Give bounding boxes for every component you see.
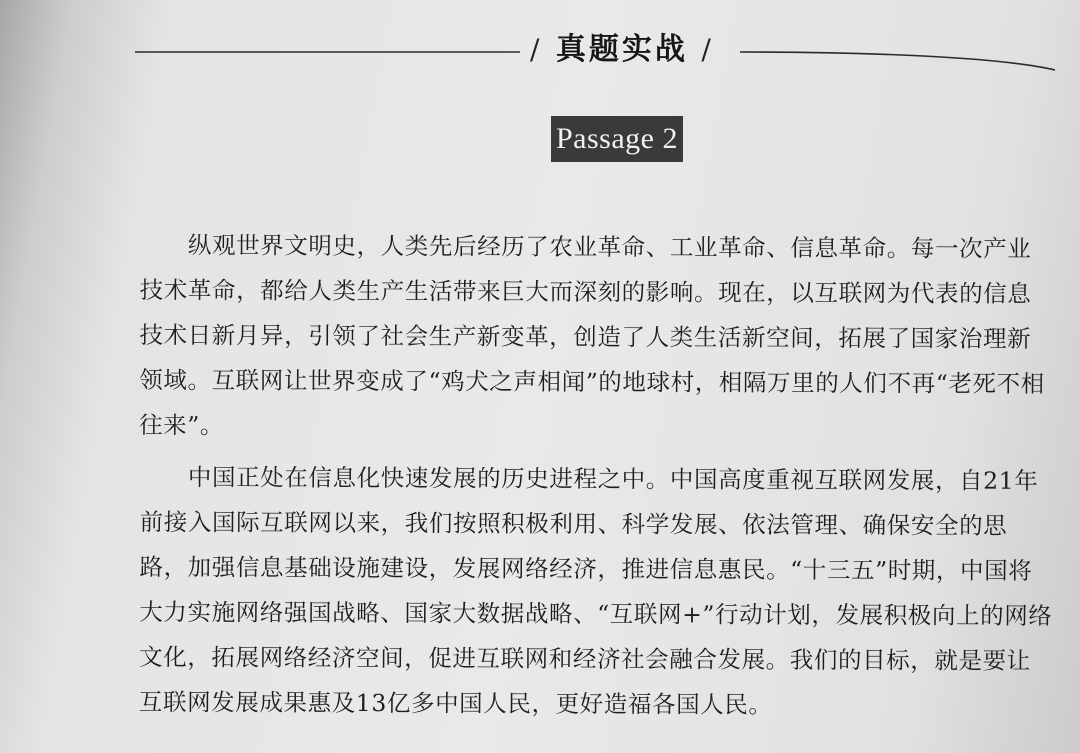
passage-label: Passage 2: [551, 116, 683, 162]
title-slash-right: /: [701, 33, 714, 66]
paragraph-2: 中国正处在信息化快速发展的历史进程之中。中国高度重视互联网发展，自21年前接入国际互联网以来，我们按照积极利用、科学发展、依法管理、确保安全的思路，加强信息基础设施建设，发展网络经济，推进信息惠民。“十三五”时期，中国将大力实施网络强国战略、国家大数据战略、“互联网+”行动计划，发展积极向上的网络文化，拓展网络经济空间，促进互联网和经济社会融合发展。我们的目标，就是要让互联网发展成果惠及13亿多中国人民，更好造福各国人民。: [138, 463, 1053, 719]
title-text: 真题实战: [555, 32, 688, 67]
section-title: [530, 24, 714, 68]
title-slash-left: /: [530, 33, 543, 66]
paragraph-1: 纵观世界文明史，人类先后经历了农业革命、工业革命、信息革命。每一次产业技术革命，都给人类生产生活带来巨大而深刻的影响。现在，以互联网为代表的信息技术日新月异，引领了社会生产新变革，创造了人类生活新空间，拓展了国家治理新领域。互联网让世界变成了“鸡犬之声相闻”的地球村，相隔万里的人们不再“老死不相往来”。: [139, 231, 1045, 440]
